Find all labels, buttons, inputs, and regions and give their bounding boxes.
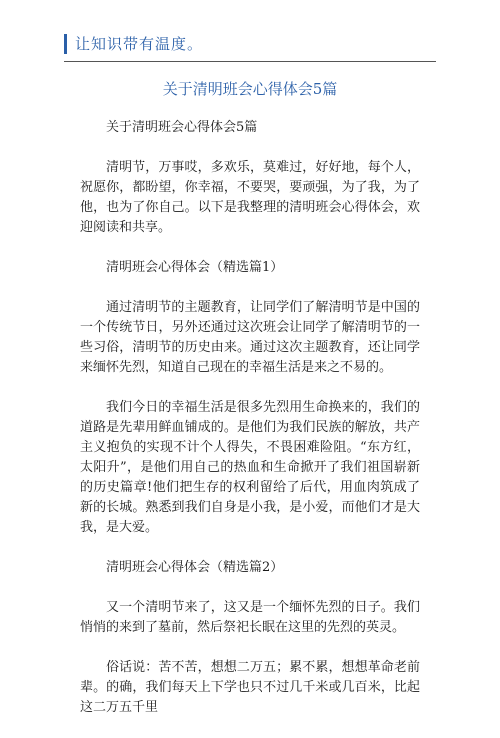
document-body: [80, 118, 420, 738]
paragraph: 我们今日的幸福生活是很多先烈用生命换来的，我们的道路是先辈用鲜血铺成的。是他们为我们民族的解放，共产主义抱负的实现不计个人得失，不畏困难险阻。“东方红，太阳升”，是他们用自己的热血和生命掀开了我们祖国崭新的历史篇章!他们把生存的权利留给了后代，用血肉筑成了新的长城。熟悉到我们自身是小我，是小爱，而他们才是大我，是大爱。: [80, 400, 420, 535]
document-title: 关于清明班会心得体会5篇: [162, 80, 338, 98]
page-header: [0, 0, 500, 62]
header-accent-bar: [64, 34, 67, 54]
section-heading-2: 清明班会心得体会（精选篇2）: [106, 560, 284, 575]
section-heading-1: 清明班会心得体会（精选篇1）: [106, 260, 284, 275]
paragraph: 通过清明节的主题教育，让同学们了解清明节是中国的一个传统节日，另外还通过这次班会让同学了解清明节的一些习俗，清明节的历史由来。通过这次主题教育，还让同学来缅怀先烈，知道自己现在的幸福生活是来之不易的。: [80, 300, 420, 375]
paragraph-intro: 清明节，万事哎，多欢乐，莫难过，好好地，每个人，祝愿你，都盼望，你幸福，不要哭，要顽强，为了我，为了他，也为了你自己。以下是我整理的清明班会心得体会，欢迎阅读和共享。: [80, 160, 420, 235]
header-divider: [64, 61, 436, 62]
header-slogan: 让知识带有温度。: [75, 35, 204, 53]
paragraph-subtitle: 关于清明班会心得体会5篇: [106, 120, 258, 135]
paragraph: 又一个清明节来了，这又是一个缅怀先烈的日子。我们悄悄的来到了墓前，然后祭祀长眠在这里的先烈的英灵。: [80, 600, 420, 635]
paragraph: 俗话说：苦不苦，想想二万五；累不累，想想革命老前辈。的确，我们每天上下学也只不过几千米或几百米，比起这二万五千里: [80, 660, 420, 715]
